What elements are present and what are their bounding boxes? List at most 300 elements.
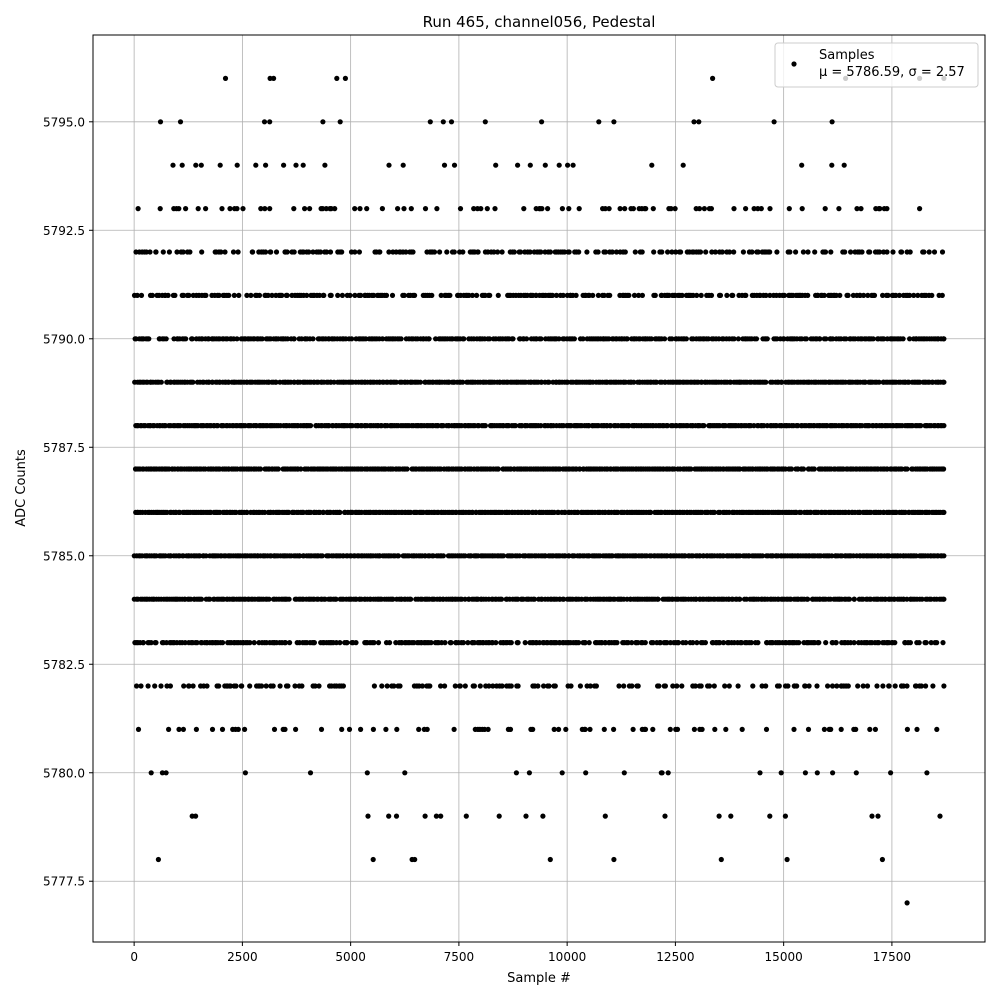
data-point — [822, 727, 827, 732]
data-point — [146, 683, 151, 688]
data-point — [836, 206, 841, 211]
data-point — [796, 640, 801, 645]
data-point — [410, 249, 415, 254]
data-point — [675, 727, 680, 732]
data-point — [136, 727, 141, 732]
data-point — [199, 163, 204, 168]
data-point — [777, 683, 782, 688]
data-point — [227, 206, 232, 211]
data-point — [839, 727, 844, 732]
data-point — [203, 293, 208, 298]
data-point — [699, 293, 704, 298]
data-point — [416, 727, 421, 732]
data-point — [539, 119, 544, 124]
data-point — [409, 206, 414, 211]
data-point — [656, 683, 661, 688]
data-point — [846, 683, 851, 688]
data-point — [553, 683, 558, 688]
data-point — [220, 640, 225, 645]
data-point — [267, 119, 272, 124]
data-point — [941, 597, 946, 602]
data-point — [873, 727, 878, 732]
data-point — [767, 249, 772, 254]
data-point — [164, 336, 169, 341]
data-point — [649, 163, 654, 168]
data-point — [233, 683, 238, 688]
data-point — [583, 727, 588, 732]
data-point — [823, 249, 828, 254]
chart-title: Run 465, channel056, Pedestal — [422, 13, 656, 31]
data-point — [499, 597, 504, 602]
data-point — [932, 249, 937, 254]
data-point — [893, 683, 898, 688]
data-point — [196, 206, 201, 211]
data-point — [740, 727, 745, 732]
data-point — [917, 206, 922, 211]
data-point — [464, 814, 469, 819]
data-point — [412, 857, 417, 862]
data-point — [158, 206, 163, 211]
data-point — [937, 814, 942, 819]
data-point — [662, 336, 667, 341]
data-point — [722, 683, 727, 688]
data-point — [138, 683, 143, 688]
data-point — [801, 466, 806, 471]
data-point — [429, 293, 434, 298]
data-point — [441, 119, 446, 124]
data-point — [396, 553, 401, 558]
data-point — [842, 249, 847, 254]
data-point — [812, 249, 817, 254]
data-point — [823, 206, 828, 211]
data-point — [335, 293, 340, 298]
data-point — [338, 119, 343, 124]
data-point — [510, 336, 515, 341]
data-point — [934, 727, 939, 732]
legend-statistics: μ = 5786.59, σ = 2.57 — [819, 65, 965, 80]
data-point — [717, 814, 722, 819]
data-point — [929, 293, 934, 298]
data-point — [892, 640, 897, 645]
data-point — [888, 770, 893, 775]
data-point — [387, 640, 392, 645]
data-point — [853, 727, 858, 732]
data-point — [884, 249, 889, 254]
data-point — [285, 683, 290, 688]
data-point — [736, 336, 741, 341]
x-tick-label: 7500 — [443, 950, 475, 964]
data-point — [191, 683, 196, 688]
data-point — [301, 163, 306, 168]
data-point — [852, 640, 857, 645]
data-point — [285, 249, 290, 254]
data-point — [274, 249, 279, 254]
data-point — [285, 293, 290, 298]
data-point — [785, 683, 790, 688]
data-point — [767, 814, 772, 819]
data-point — [181, 727, 186, 732]
data-point — [842, 163, 847, 168]
data-point — [653, 293, 658, 298]
data-point — [514, 770, 519, 775]
data-point — [302, 206, 307, 211]
data-point — [803, 770, 808, 775]
data-point — [365, 770, 370, 775]
data-point — [442, 683, 447, 688]
data-point — [622, 770, 627, 775]
data-point — [563, 727, 568, 732]
data-point — [271, 683, 276, 688]
data-point — [584, 249, 589, 254]
data-point — [880, 683, 885, 688]
data-point — [829, 163, 834, 168]
data-point — [571, 163, 576, 168]
x-tick-label: 2500 — [227, 950, 258, 964]
data-point — [493, 163, 498, 168]
data-point — [239, 683, 244, 688]
data-point — [616, 683, 621, 688]
data-point — [147, 249, 152, 254]
data-point — [172, 293, 177, 298]
data-point — [940, 640, 945, 645]
data-point — [921, 249, 926, 254]
data-point — [720, 249, 725, 254]
data-point — [767, 206, 772, 211]
data-point — [287, 597, 292, 602]
data-point — [235, 163, 240, 168]
data-point — [523, 814, 528, 819]
data-point — [806, 727, 811, 732]
data-point — [557, 163, 562, 168]
data-point — [709, 206, 714, 211]
data-point — [869, 814, 874, 819]
data-point — [590, 293, 595, 298]
data-point — [837, 293, 842, 298]
data-point — [199, 249, 204, 254]
data-point — [308, 423, 313, 428]
data-point — [384, 293, 389, 298]
data-point — [899, 249, 904, 254]
data-point — [334, 76, 339, 81]
data-point — [216, 683, 221, 688]
data-point — [611, 857, 616, 862]
data-point — [621, 683, 626, 688]
data-point — [662, 814, 667, 819]
data-point — [905, 900, 910, 905]
data-point — [276, 466, 281, 471]
data-point — [684, 336, 689, 341]
data-point — [262, 119, 267, 124]
data-point — [500, 683, 505, 688]
data-point — [828, 727, 833, 732]
data-point — [352, 249, 357, 254]
data-point — [427, 683, 432, 688]
x-axis-label: Sample # — [507, 971, 571, 986]
data-point — [332, 206, 337, 211]
data-point — [543, 163, 548, 168]
data-point — [560, 206, 565, 211]
data-point — [754, 336, 759, 341]
data-point — [941, 553, 946, 558]
data-point — [607, 206, 612, 211]
data-point — [272, 727, 277, 732]
data-point — [170, 163, 175, 168]
data-point — [535, 683, 540, 688]
data-point — [727, 683, 732, 688]
data-point — [772, 119, 777, 124]
data-point — [371, 857, 376, 862]
data-point — [496, 466, 501, 471]
data-point — [930, 683, 935, 688]
data-point — [458, 206, 463, 211]
data-point — [146, 336, 151, 341]
data-point — [941, 423, 946, 428]
data-point — [193, 814, 198, 819]
data-point — [855, 683, 860, 688]
data-point — [291, 206, 296, 211]
data-point — [341, 683, 346, 688]
data-point — [428, 119, 433, 124]
data-point — [830, 770, 835, 775]
data-point — [666, 770, 671, 775]
data-point — [516, 683, 521, 688]
data-point — [139, 293, 144, 298]
data-point — [496, 293, 501, 298]
data-point — [607, 293, 612, 298]
data-point — [596, 249, 601, 254]
data-point — [577, 206, 582, 211]
data-point — [941, 466, 946, 471]
data-point — [379, 683, 384, 688]
data-point — [437, 249, 442, 254]
data-point — [427, 336, 432, 341]
data-point — [848, 249, 853, 254]
data-point — [187, 249, 192, 254]
data-point — [852, 597, 857, 602]
data-point — [749, 249, 754, 254]
data-point — [707, 683, 712, 688]
data-point — [799, 163, 804, 168]
data-point — [681, 163, 686, 168]
data-point — [668, 727, 673, 732]
data-point — [223, 76, 228, 81]
data-point — [385, 683, 390, 688]
data-point — [397, 683, 402, 688]
data-point — [736, 683, 741, 688]
data-point — [347, 293, 352, 298]
data-point — [267, 206, 272, 211]
data-point — [234, 206, 239, 211]
data-point — [292, 249, 297, 254]
data-point — [423, 814, 428, 819]
data-point — [523, 640, 528, 645]
data-point — [190, 380, 195, 385]
data-point — [383, 727, 388, 732]
data-point — [568, 683, 573, 688]
data-point — [226, 293, 231, 298]
data-point — [483, 423, 488, 428]
data-point — [329, 293, 334, 298]
data-point — [787, 206, 792, 211]
data-point — [292, 336, 297, 341]
data-point — [395, 206, 400, 211]
y-tick-label: 5782.5 — [43, 657, 85, 672]
data-point — [463, 683, 468, 688]
data-point — [791, 727, 796, 732]
data-point — [380, 206, 385, 211]
data-point — [167, 249, 172, 254]
x-tick-label: 12500 — [656, 950, 695, 964]
data-point — [418, 380, 423, 385]
data-point — [618, 206, 623, 211]
data-point — [377, 249, 382, 254]
data-point — [694, 293, 699, 298]
data-point — [178, 119, 183, 124]
data-point — [728, 814, 733, 819]
data-point — [793, 249, 798, 254]
data-point — [485, 206, 490, 211]
data-point — [611, 119, 616, 124]
data-point — [540, 814, 545, 819]
data-point — [141, 640, 146, 645]
data-point — [640, 293, 645, 298]
data-point — [787, 249, 792, 254]
data-point — [578, 683, 583, 688]
y-tick-label: 5780.0 — [43, 766, 85, 781]
data-point — [293, 727, 298, 732]
data-point — [509, 683, 514, 688]
data-point — [724, 293, 729, 298]
x-tick-label: 17500 — [872, 950, 911, 964]
data-point — [622, 206, 627, 211]
data-point — [530, 727, 535, 732]
data-point — [158, 683, 163, 688]
data-point — [183, 206, 188, 211]
data-point — [755, 640, 760, 645]
data-point — [492, 206, 497, 211]
data-point — [763, 380, 768, 385]
data-point — [390, 293, 395, 298]
data-point — [236, 293, 241, 298]
data-point — [372, 683, 377, 688]
data-point — [371, 640, 376, 645]
data-point — [674, 683, 679, 688]
data-point — [449, 119, 454, 124]
data-point — [250, 249, 255, 254]
data-point — [352, 206, 357, 211]
data-point — [774, 249, 779, 254]
data-point — [759, 206, 764, 211]
data-point — [718, 293, 723, 298]
data-point — [875, 814, 880, 819]
data-point — [524, 336, 529, 341]
data-point — [673, 206, 678, 211]
data-point — [817, 336, 822, 341]
data-point — [656, 597, 661, 602]
data-point — [545, 206, 550, 211]
data-point — [587, 727, 592, 732]
data-point — [259, 683, 264, 688]
data-point — [516, 640, 521, 645]
data-point — [858, 206, 863, 211]
data-point — [566, 206, 571, 211]
legend — [775, 43, 978, 87]
data-point — [452, 163, 457, 168]
data-point — [243, 770, 248, 775]
data-point — [203, 206, 208, 211]
data-point — [678, 249, 683, 254]
data-point — [176, 206, 181, 211]
data-point — [602, 727, 607, 732]
data-point — [153, 249, 158, 254]
data-point — [399, 336, 404, 341]
data-point — [357, 206, 362, 211]
data-point — [663, 683, 668, 688]
data-point — [199, 597, 204, 602]
data-point — [572, 336, 577, 341]
data-point — [643, 727, 648, 732]
data-point — [750, 683, 755, 688]
data-point — [917, 640, 922, 645]
data-point — [800, 206, 805, 211]
data-point — [556, 727, 561, 732]
data-point — [730, 293, 735, 298]
data-point — [804, 336, 809, 341]
data-point — [442, 163, 447, 168]
data-point — [633, 249, 638, 254]
data-point — [376, 640, 381, 645]
data-point — [587, 640, 592, 645]
data-point — [310, 336, 315, 341]
data-point — [731, 206, 736, 211]
data-point — [626, 293, 631, 298]
data-point — [703, 249, 708, 254]
data-point — [679, 683, 684, 688]
data-point — [281, 163, 286, 168]
data-point — [166, 293, 171, 298]
data-point — [153, 640, 158, 645]
data-point — [927, 249, 932, 254]
data-point — [258, 466, 263, 471]
data-point — [458, 683, 463, 688]
data-point — [220, 727, 225, 732]
data-point — [401, 206, 406, 211]
data-point — [596, 119, 601, 124]
data-point — [248, 293, 253, 298]
data-point — [461, 640, 466, 645]
data-point — [293, 163, 298, 168]
data-point — [709, 293, 714, 298]
data-point — [941, 336, 946, 341]
data-point — [322, 163, 327, 168]
data-point — [743, 293, 748, 298]
data-point — [696, 119, 701, 124]
data-point — [867, 249, 872, 254]
data-point — [702, 206, 707, 211]
data-point — [629, 683, 634, 688]
data-point — [583, 770, 588, 775]
data-point — [547, 683, 552, 688]
data-point — [794, 683, 799, 688]
data-point — [358, 727, 363, 732]
data-point — [914, 727, 919, 732]
data-point — [801, 249, 806, 254]
data-point — [357, 249, 362, 254]
data-point — [719, 857, 724, 862]
data-point — [940, 249, 945, 254]
data-point — [156, 857, 161, 862]
data-point — [438, 814, 443, 819]
